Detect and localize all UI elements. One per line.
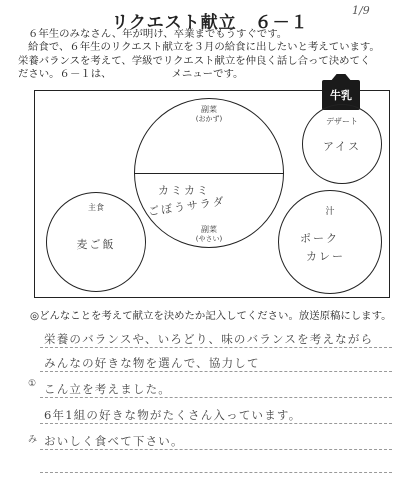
side-bottom-label: 副菜: [201, 225, 217, 234]
reason-prompt: ◎どんなことを考えて献立を決めたか記入してください。放送原稿にします。: [30, 310, 392, 322]
ruled-line: [40, 397, 392, 398]
intro-line-2: 給食で、６年生のリクエスト献立を３月の給食に出したいと考えています。: [28, 41, 380, 54]
page-title: リクエスト献立 ６－１: [111, 13, 309, 33]
page-number: 1/9: [352, 4, 370, 17]
margin-mark-2: み: [28, 435, 38, 445]
staple-value: 麦ご飯: [76, 238, 116, 251]
soup-value-line-2: カレー: [306, 250, 345, 263]
answer-line-1: 栄養のバランスや、いろどり、味のバランスを考えながら: [44, 332, 374, 346]
side-top-sub: (おかず): [195, 115, 223, 123]
milk-label: 牛乳: [330, 89, 352, 102]
ruled-line: [40, 472, 392, 473]
side-top-label: 副菜: [201, 105, 217, 114]
side-value-line-1: カミカミ: [158, 184, 210, 197]
answer-line-4: 6年1組の好きな物がたくさん入っています。: [44, 408, 302, 422]
intro-line-4a: ださい。６－１は、: [18, 68, 112, 81]
side-value-line-2: ごぼうサラダ: [147, 194, 227, 219]
ruled-line: [40, 449, 392, 450]
dessert-value: アイス: [323, 140, 361, 153]
intro-line-4b: メニューです。: [171, 68, 244, 81]
answer-line-2: みんなの好きな物を選んで、協力して: [44, 356, 260, 370]
side-bottom-sub: (やさい): [195, 235, 223, 243]
intro-text: [18, 28, 410, 82]
side-dish-divider: [134, 173, 284, 174]
ruled-line: [40, 423, 392, 424]
margin-mark-1: ①: [28, 379, 37, 389]
intro-line-3: 栄養バランスを考えて、学級でリクエスト献立を仲良く話し合って決めてく: [18, 54, 371, 67]
answer-line-5: おいしく食べて下さい。: [44, 434, 184, 448]
dessert-label: デザート: [326, 117, 358, 126]
ruled-line: [40, 371, 392, 372]
intro-line-1: ６年生のみなさん、年が明け、卒業までもうすぐです。: [28, 28, 288, 40]
ruled-line: [40, 347, 392, 348]
staple-label: 主食: [88, 203, 104, 212]
soup-label: 汁: [325, 207, 335, 217]
soup-value-line-1: ポーク: [300, 232, 339, 245]
answer-line-3: こん立を考えました。: [44, 382, 171, 396]
